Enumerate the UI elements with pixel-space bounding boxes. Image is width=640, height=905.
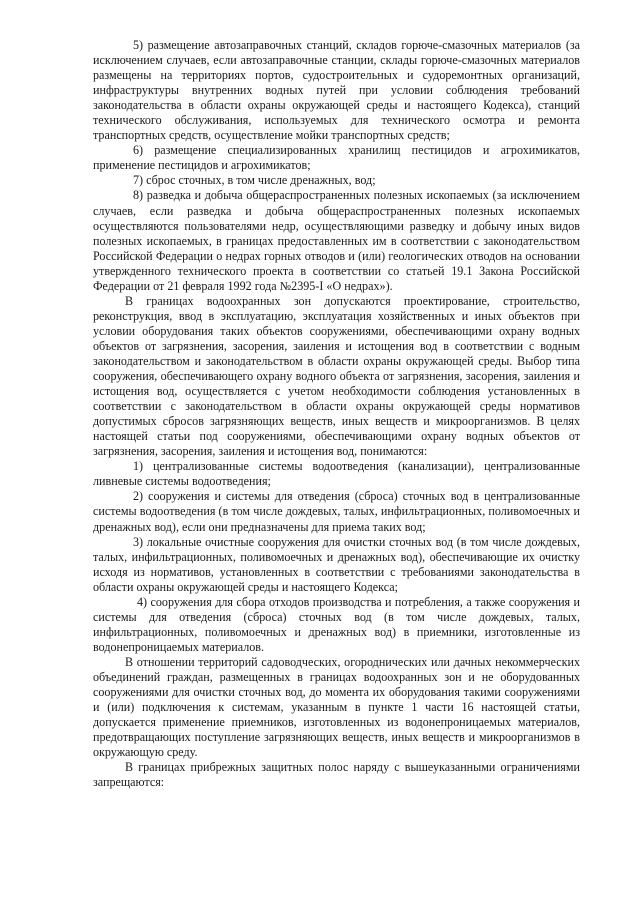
list-item-mining: 8) разведка и добыча общераспространенных полезных ископаемых (за исключением случаев, если разведка и добыча общераспространенных полезных ископаемых осуществляются пользователями недр, осуществляющими разведку и добычу иных видов полезных ископаемых, в границах предоставленных им в соответствии с законодательством Российской Федерации о недрах горных отводов и (или) геологических отводов на основании утвержденного технического проекта в соответствии со статьей 19.1 Закона Российской Федерации от 21 февраля 1992 года №2395-I «О недрах»). <box>93 188 580 293</box>
list-item-waste-collection: 4) сооружения для сбора отходов производства и потребления, а также сооружения и системы для отведения (сброса) сточных вод (в том числе дождевых, талых, инфильтрационных, поливомоечных и дренажных вод) в приемники, изготовленные из водонепроницаемых материалов. <box>93 594 580 654</box>
list-item-wastewater: 7) сброс сточных, в том числе дренажных, вод; <box>133 173 376 188</box>
paragraph-coastal-strips-intro: В границах прибрежных защитных полос наряду с вышеуказанными ограничениями запрещаются: <box>93 760 580 790</box>
list-item-local-treatment: 3) локальные очистные сооружения для очистки сточных вод (в том числе дождевых, талых, инфильтрационных, поливомоечных и дренажных вод), обеспечивающие их очистку исходя из нормативов, установленных в соответствии с требованиями законодательства в области охраны окружающей среды и настоящего Кодекса; <box>93 534 580 594</box>
list-item-drainage: 2) сооружения и системы для отведения (сброса) сточных вод в централизованные системы водоотведения (в том числе дождевых, талых, инфильтрационных, поливомоечных и дренажных вод), если они предназначены для приема таких вод; <box>93 489 580 534</box>
list-item-sewerage: 1) централизованные системы водоотведения (канализации), централизованные ливневые системы водоотведения; <box>93 459 580 489</box>
paragraph-permitted-construction: В границах водоохранных зон допускаются проектирование, строительство, реконструкция, ввод в эксплуатацию, эксплуатация хозяйственных и иных объектов при условии оборудования таких объектов сооружениями, обеспечивающими охрану водных объектов от загрязнения, засорения, заиления и истощения вод в соответствии с водным законодательством и законодательством в области охраны окружающей среды. Выбор типа сооружения, обеспечивающего охрану водного объекта от загрязнения, засорения, заиления и истощения вод, осуществляется с учетом необходимости соблюдения установленных в соответствии с законодательством в области охраны окружающей среды нормативов допустимых сбросов загрязняющих веществ, иных веществ и микроорганизмов. В целях настоящей статьи под сооружениями, обеспечивающими охрану водных объектов от загрязнения, засорения, заиления и истощения вод, понимаются: <box>93 293 580 459</box>
list-item-pesticides: 6) размещение специализированных хранилищ пестицидов и агрохимикатов, применение пестицидов и агрохимикатов; <box>93 143 580 173</box>
paragraph-garden-associations: В отношении территорий садоводческих, огороднических или дачных некоммерческих объединений граждан, размещенных в границах водоохранных зон и не оборудованных сооружениями для очистки сточных вод, до момента их оборудования такими сооружениями и (или) подключения к системам, указанным в пункте 1 части 16 настоящей статьи, допускается применение приемников, изготовленных из водонепроницаемых материалов, предотвращающих поступление загрязняющих веществ, иных веществ и микроорганизмов в окружающую среду. <box>93 654 580 760</box>
list-item-fuel-stations: 5) размещение автозаправочных станций, складов горюче-смазочных материалов (за исключением случаев, если автозаправочные станции, склады горюче-смазочных материалов размещены на территориях портов, судостроительных и судоремонтных организаций, инфраструктуры внутренних водных путей при условии соблюдения требований законодательства в области охраны окружающей среды и настоящего Кодекса), станций технического обслуживания, используемых для технического осмотра и ремонта транспортных средств, осуществление мойки транспортных средств; <box>93 38 580 143</box>
document-page <box>93 38 580 790</box>
